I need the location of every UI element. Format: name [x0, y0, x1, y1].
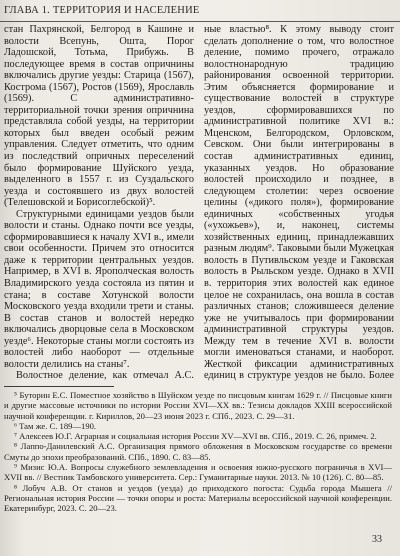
paragraph: ные властью⁸. К этому выводу стоит сделать дополнение о том, что волостное деление, помимо прочего, отражало волостнонародную традицию районирования освоенной территории. Этим объясняется формирование и существование волостей в структуре уездов, сформировавшихся по административной политике XVI в.: Мценском, Белгородском, Орловском, Севском. Они были интегрированы в состав административных единиц, указанных уездов. Но образование волостей происходило и позднее, в следующем столетии: через освоение целины («дикого поля»), формирование единичных «собственных угодья («ухожьев»), и, наконец, системы хозяйственных единиц, принадлежавших разным людям⁹. Таковыми были Мужецкая волость в Путивльском уезде и Гаковская волость в Рыльском уезде. Однако в XVII в. территория этих волостей как единое целое не сохранилась, она вошла в состав различных станов; сложившееся деление уже не учитывалось при формировании административной структуры уездов. Между тем в течение XVI в. волости могли именоваться станами, и наоборот. Жесткой фиксации административных единиц в структуре уездов не было. Более	[204, 24, 394, 382]
footnote: ⁷ Алексеев Ю.Г. Аграрная и социальная история России XV—XVI вв. СПб., 2019. С. 26, примеч. 2.	[14, 431, 377, 442]
footnote: ⁹ Мизис Ю.А. Вопросы служебного землевладения и освоения южно-русского пограничья в XVI—XVII вв. // Вестник Тамбовского университета. Сер.: Гуманитарные науки. 2013. № 10 (126). С. 80—85.	[4, 462, 392, 483]
left-column	[4, 24, 194, 382]
footnote: ⁸ Лобуч А.В. От станов и уездов (уезда) до приходского погоста: Судьба города Мышега // Региональная история России — точки опоры и роста: Материалы всероссийской научной конференции. Екатеринбург, 2023. С. 20—23.	[4, 482, 392, 514]
footnote: ⁸ Лаппо-Данилевский А.С. Организация прямого обложения в Московском государстве со времени Смуты до эпохи преобразований. СПб., 1890. С. 83—85.	[4, 441, 392, 462]
page-number: 33	[372, 534, 382, 545]
running-header	[0, 4, 400, 22]
footnotes	[4, 390, 392, 514]
footnote-divider	[4, 386, 114, 387]
paragraph: Структурными единицами уездов были волости и станы. Однако почти все уезды, сформировавшиеся к началу XVI в., имели свои особенности. Причем это относится даже к территории центральных уездов. Например, в XVI в. Ярополческая волость Владимирского уезда состояла из пятин и стана; в составе Хотунской волости Московского уезда входили трети и станы. В состав станов и волостей нередко включались дворцовые села в Московском уезде⁶. Некоторые станы могли состоять из волостей либо наоборот — отдельные волости делились на станы⁷.	[4, 208, 194, 370]
footnote: ⁵ Буторин Е.С. Поместное хозяйство в Шуйском уезде по писцовым книгам 1629 г. // Писцовые книги и другие массовые источники по истории России XVI—XX вв.: Тезисы докладов XXIII всероссийской научной конференции. г. Кириллов, 20—23 июня 2023 г. СПб., 2023. С. 29—31.	[4, 390, 392, 421]
paragraph: стан Пахрянской, Белгород в Кашине и волости Всепунь, Ошта, Порог Ладошской, Тотьма, Прибужь. В последующее время в состав опричнины включались другие уезды: Старица (1567), Кострома (1567), Ростов (1569), Ярославль (1569). С административно-территориальной точки зрения опричнина представляла собой уезды, на территории которых был введен особый режим управления. Следует отметить, что одним из последствий опричных переселений было формирование Шуйского уезда, выделенного в 1557 г. из Суздальского уезда и состоявшего из двух волостей (Телешовской и Борисоглебской)⁵.	[4, 24, 194, 209]
paragraph: Волостное деление, как отмечал А.С.	[16, 370, 194, 382]
right-column	[204, 24, 394, 382]
body-text	[4, 24, 394, 382]
chapter-title: ГЛАВА 1. ТЕРРИТОРИЯ И НАСЕЛЕНИЕ	[4, 5, 200, 16]
footnote: ⁶ Там же. С. 189—190.	[14, 420, 97, 431]
